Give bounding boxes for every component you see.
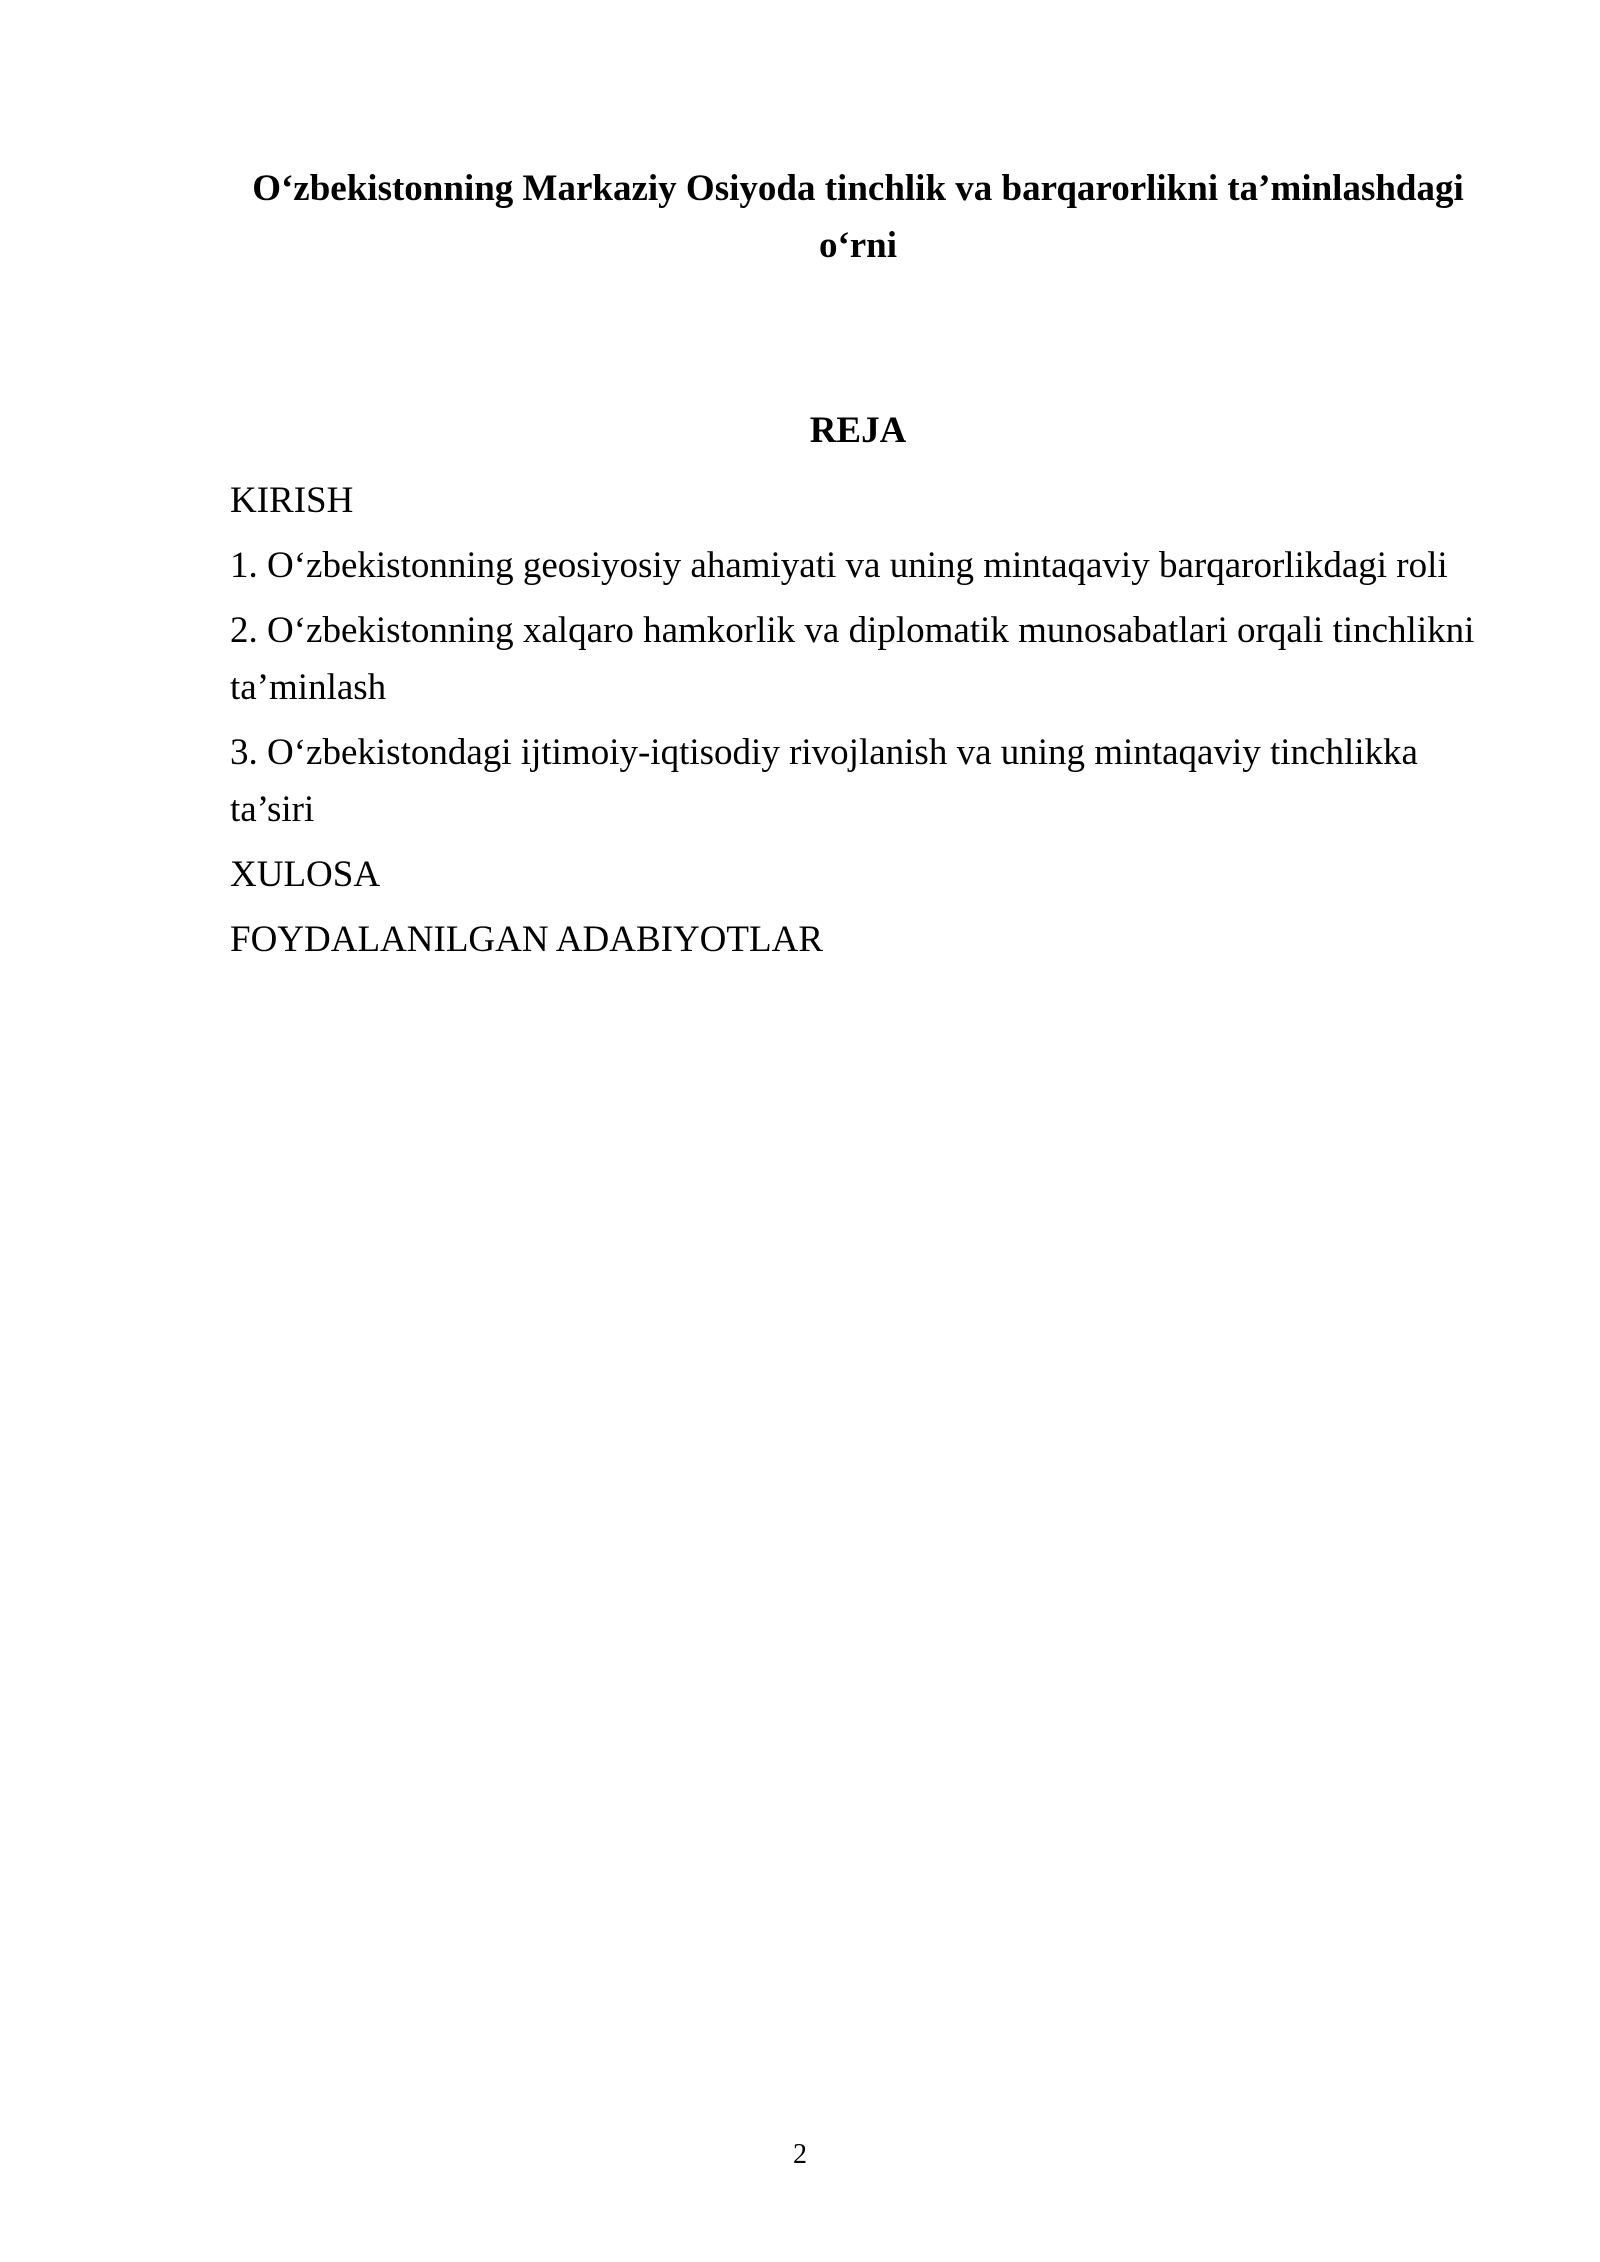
plan-item-2: 2. O‘zbekistonning xalqaro hamkorlik va diplomatik munosabatlari orqali tinchlikni ta’minlash xyxy=(230,610,1475,708)
plan-item-conclusion: XULOSA xyxy=(230,854,381,895)
plan-item-references: FOYDALANILGAN ADABIYOTLAR xyxy=(230,919,823,960)
plan-list xyxy=(230,472,1486,976)
plan-item-3: 3. O‘zbekistondagi ijtimoiy-iqtisodiy rivojlanish va uning mintaqaviy tinchlikka ta’siri xyxy=(230,732,1418,830)
document-title: O‘zbekistonning Markaziy Osiyoda tinchlik va barqarorlikni ta’minlashdagi o‘rni xyxy=(252,168,1464,266)
page-number: 2 xyxy=(793,2139,807,2170)
plan-heading: REJA xyxy=(809,410,907,451)
plan-item-1: 1. O‘zbekistonning geosiyosiy ahamiyati va uning mintaqaviy barqarorlikdagi roli xyxy=(230,545,1448,586)
plan-item-intro: KIRISH xyxy=(230,480,354,521)
